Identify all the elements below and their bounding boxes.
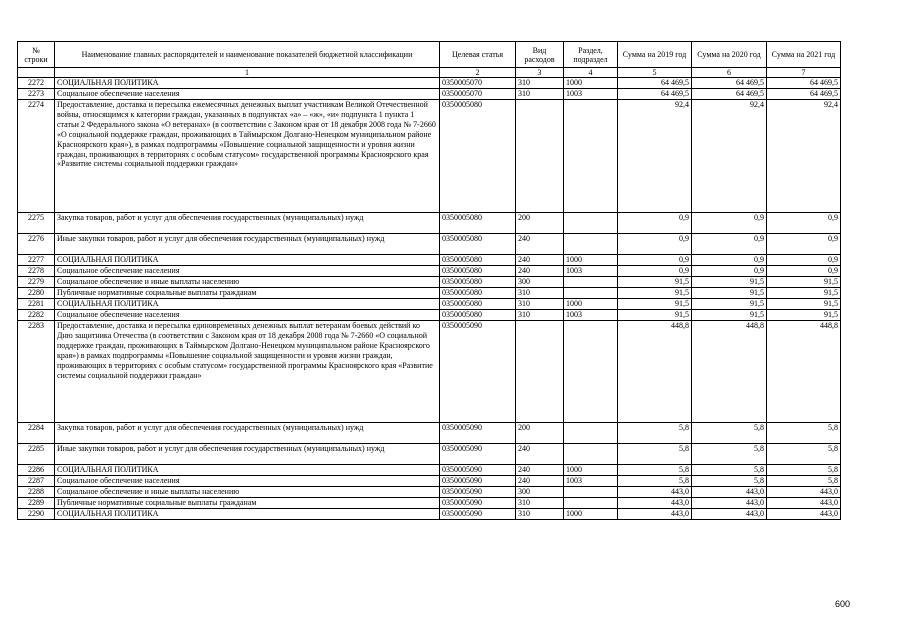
row-expense-type: 310 [516, 310, 564, 321]
row-sum-2020: 0,9 [692, 266, 767, 277]
row-sum-2020: 92,4 [692, 100, 767, 213]
row-number: 2273 [18, 89, 55, 100]
row-number: 2281 [18, 299, 55, 310]
row-expense-type: 240 [516, 476, 564, 487]
row-number: 2290 [18, 509, 55, 520]
row-sum-2019: 5,8 [618, 476, 692, 487]
row-sum-2019: 443,0 [618, 509, 692, 520]
row-section [564, 288, 618, 299]
table-row [18, 423, 841, 444]
row-sum-2021: 5,8 [767, 465, 841, 476]
row-target-article: 0350005080 [440, 266, 516, 277]
row-sum-2021: 5,8 [767, 423, 841, 444]
row-sum-2020: 64 469,5 [692, 89, 767, 100]
row-name: Предоставление, доставка и пересылка ежемесячных денежных выплат участникам Великой Отечественной войны, относящимся к категории граждан, указанных в подпунктах «а» – «ж», «и» подпункта 1 пункта 1 статьи 2 Федерального закона «О ветеранах» (в соответствии с Законом края от 18 декабря 2008 года № 7-2660 «О социальной поддержке граждан, проживающих в Таймырском Долгано-Ненецком муниципальном районе Красноярского края»), в рамках подпрограммы «Повышение социальной защищенности и уровня жизни граждан, проживающих в территориях с особым статусом» государственной программы Красноярского края «Развитие системы социальной поддержки граждан» [55, 100, 440, 213]
row-sum-2020: 0,9 [692, 255, 767, 266]
row-expense-type: 240 [516, 444, 564, 465]
row-sum-2021: 5,8 [767, 444, 841, 465]
col-number: 3 [516, 68, 564, 78]
row-expense-type: 310 [516, 89, 564, 100]
row-name: Предоставление, доставка и пересылка единовременных денежных выплат ветеранам боевых действий ко Дню защитника Отечества (в соответствии с Законом края от 18 декабря 2008 года № 7-2660 «О социальной поддержке граждан, проживающих в Таймырском Долгано-Ненецком муниципальном районе Красноярского края») в рамках подпрограммы «Повышение социальной защищенности и уровня жизни граждан, проживающих в территориях с особым статусом» государственной программы Красноярского края «Развитие системы социальной поддержки граждан» [55, 321, 440, 423]
table-row [18, 310, 841, 321]
col-header-vid: Вид расходов [516, 42, 564, 68]
row-expense-type: 310 [516, 299, 564, 310]
row-sum-2020: 5,8 [692, 423, 767, 444]
row-sum-2019: 0,9 [618, 234, 692, 255]
row-sum-2020: 91,5 [692, 310, 767, 321]
row-target-article: 0350005080 [440, 100, 516, 213]
row-section [564, 100, 618, 213]
row-sum-2020: 64 469,5 [692, 78, 767, 89]
row-number: 2279 [18, 277, 55, 288]
row-target-article: 0350005080 [440, 255, 516, 266]
row-section [564, 423, 618, 444]
table-row [18, 255, 841, 266]
row-expense-type [516, 100, 564, 213]
row-expense-type: 300 [516, 277, 564, 288]
row-number: 2277 [18, 255, 55, 266]
row-sum-2019: 0,9 [618, 213, 692, 234]
row-section [564, 277, 618, 288]
column-number-row [18, 68, 841, 78]
row-number: 2289 [18, 498, 55, 509]
row-sum-2019: 5,8 [618, 465, 692, 476]
row-sum-2019: 64 469,5 [618, 78, 692, 89]
row-target-article: 0350005080 [440, 277, 516, 288]
row-sum-2019: 448,8 [618, 321, 692, 423]
row-target-article: 0350005090 [440, 444, 516, 465]
row-section [564, 234, 618, 255]
col-header-target: Целевая статья [440, 42, 516, 68]
row-expense-type: 310 [516, 498, 564, 509]
row-section [564, 444, 618, 465]
row-sum-2020: 448,8 [692, 321, 767, 423]
row-sum-2019: 0,9 [618, 266, 692, 277]
row-name: СОЦИАЛЬНАЯ ПОЛИТИКА [55, 255, 440, 266]
row-number: 2274 [18, 100, 55, 213]
row-target-article: 0350005090 [440, 498, 516, 509]
row-target-article: 0350005080 [440, 213, 516, 234]
row-section: 1000 [564, 509, 618, 520]
row-sum-2019: 64 469,5 [618, 89, 692, 100]
row-number: 2278 [18, 266, 55, 277]
row-number: 2275 [18, 213, 55, 234]
row-section: 1000 [564, 78, 618, 89]
row-sum-2021: 443,0 [767, 498, 841, 509]
row-expense-type: 240 [516, 266, 564, 277]
row-expense-type: 240 [516, 234, 564, 255]
row-sum-2021: 91,5 [767, 310, 841, 321]
row-name: Социальное обеспечение населения [55, 476, 440, 487]
row-sum-2021: 0,9 [767, 213, 841, 234]
row-sum-2019: 5,8 [618, 423, 692, 444]
row-expense-type: 310 [516, 509, 564, 520]
table-row [18, 465, 841, 476]
table-row [18, 266, 841, 277]
table-row [18, 288, 841, 299]
row-number: 2285 [18, 444, 55, 465]
row-target-article: 0350005090 [440, 321, 516, 423]
row-sum-2021: 0,9 [767, 266, 841, 277]
row-target-article: 0350005080 [440, 310, 516, 321]
row-sum-2020: 5,8 [692, 465, 767, 476]
col-header-name: Наименование главных распорядителей и наименование показателей бюджетной классификации [55, 42, 440, 68]
table-row [18, 277, 841, 288]
table-row [18, 498, 841, 509]
row-section [564, 498, 618, 509]
row-name: СОЦИАЛЬНАЯ ПОЛИТИКА [55, 78, 440, 89]
col-number [18, 68, 55, 78]
row-number: 2276 [18, 234, 55, 255]
row-sum-2021: 91,5 [767, 277, 841, 288]
table-row [18, 234, 841, 255]
col-header-2019: Сумма на 2019 год [618, 42, 692, 68]
row-expense-type [516, 321, 564, 423]
row-expense-type: 240 [516, 255, 564, 266]
row-number: 2272 [18, 78, 55, 89]
row-expense-type: 300 [516, 487, 564, 498]
col-number: 1 [55, 68, 440, 78]
row-name: Социальное обеспечение и иные выплаты населению [55, 277, 440, 288]
row-sum-2020: 91,5 [692, 277, 767, 288]
row-sum-2020: 443,0 [692, 487, 767, 498]
row-sum-2019: 92,4 [618, 100, 692, 213]
row-number: 2287 [18, 476, 55, 487]
row-sum-2019: 91,5 [618, 299, 692, 310]
row-target-article: 0350005090 [440, 423, 516, 444]
row-sum-2021: 0,9 [767, 234, 841, 255]
row-section: 1000 [564, 465, 618, 476]
table-header-row [18, 42, 841, 68]
budget-table [17, 41, 841, 520]
row-target-article: 0350005090 [440, 476, 516, 487]
row-sum-2019: 0,9 [618, 255, 692, 266]
col-number: 7 [767, 68, 841, 78]
row-section: 1000 [564, 255, 618, 266]
row-name: Публичные нормативные социальные выплаты гражданам [55, 498, 440, 509]
row-number: 2280 [18, 288, 55, 299]
row-section [564, 321, 618, 423]
row-sum-2020: 5,8 [692, 476, 767, 487]
row-sum-2021: 5,8 [767, 476, 841, 487]
row-target-article: 0350005070 [440, 78, 516, 89]
row-target-article: 0350005090 [440, 509, 516, 520]
table-row [18, 321, 841, 423]
row-sum-2021: 443,0 [767, 509, 841, 520]
row-number: 2288 [18, 487, 55, 498]
page-number: 600 [835, 599, 851, 609]
col-number: 4 [564, 68, 618, 78]
row-section: 1003 [564, 310, 618, 321]
row-name: Социальное обеспечение и иные выплаты населению [55, 487, 440, 498]
row-name: Иные закупки товаров, работ и услуг для обеспечения государственных (муниципальных) нужд [55, 234, 440, 255]
row-name: Закупка товаров, работ и услуг для обеспечения государственных (муниципальных) нужд [55, 423, 440, 444]
row-sum-2021: 92,4 [767, 100, 841, 213]
row-target-article: 0350005070 [440, 89, 516, 100]
col-header-no: № строки [18, 42, 55, 68]
row-name: Социальное обеспечение населения [55, 310, 440, 321]
row-sum-2020: 443,0 [692, 509, 767, 520]
row-section [564, 213, 618, 234]
row-name: СОЦИАЛЬНАЯ ПОЛИТИКА [55, 509, 440, 520]
row-sum-2021: 64 469,5 [767, 78, 841, 89]
row-expense-type: 200 [516, 423, 564, 444]
col-header-2021: Сумма на 2021 год [767, 42, 841, 68]
row-target-article: 0350005080 [440, 299, 516, 310]
col-header-2020: Сумма на 2020 год [692, 42, 767, 68]
row-sum-2020: 91,5 [692, 288, 767, 299]
row-section [564, 487, 618, 498]
row-sum-2020: 0,9 [692, 213, 767, 234]
row-sum-2019: 5,8 [618, 444, 692, 465]
row-sum-2021: 64 469,5 [767, 89, 841, 100]
table-row [18, 476, 841, 487]
row-sum-2019: 91,5 [618, 288, 692, 299]
row-name: СОЦИАЛЬНАЯ ПОЛИТИКА [55, 465, 440, 476]
row-name: Публичные нормативные социальные выплаты гражданам [55, 288, 440, 299]
row-section: 1003 [564, 476, 618, 487]
row-name: Социальное обеспечение населения [55, 266, 440, 277]
row-expense-type: 310 [516, 288, 564, 299]
row-sum-2019: 91,5 [618, 310, 692, 321]
table-row [18, 78, 841, 89]
row-sum-2021: 448,8 [767, 321, 841, 423]
table-row [18, 100, 841, 213]
row-section: 1003 [564, 89, 618, 100]
row-target-article: 0350005090 [440, 465, 516, 476]
row-number: 2286 [18, 465, 55, 476]
row-name: Иные закупки товаров, работ и услуг для обеспечения государственных (муниципальных) нужд [55, 444, 440, 465]
row-name: Закупка товаров, работ и услуг для обеспечения государственных (муниципальных) нужд [55, 213, 440, 234]
col-number: 6 [692, 68, 767, 78]
row-sum-2020: 5,8 [692, 444, 767, 465]
row-sum-2019: 91,5 [618, 277, 692, 288]
row-sum-2021: 0,9 [767, 255, 841, 266]
row-number: 2282 [18, 310, 55, 321]
row-sum-2019: 443,0 [618, 498, 692, 509]
table-row [18, 487, 841, 498]
row-target-article: 0350005090 [440, 487, 516, 498]
row-expense-type: 310 [516, 78, 564, 89]
row-name: Социальное обеспечение населения [55, 89, 440, 100]
row-sum-2020: 0,9 [692, 234, 767, 255]
col-number: 2 [440, 68, 516, 78]
row-number: 2283 [18, 321, 55, 423]
row-sum-2020: 443,0 [692, 498, 767, 509]
row-target-article: 0350005080 [440, 234, 516, 255]
row-number: 2284 [18, 423, 55, 444]
row-expense-type: 240 [516, 465, 564, 476]
row-section: 1003 [564, 266, 618, 277]
table-row [18, 213, 841, 234]
table-row [18, 89, 841, 100]
row-section: 1000 [564, 299, 618, 310]
row-target-article: 0350005080 [440, 288, 516, 299]
table-row [18, 444, 841, 465]
row-sum-2021: 91,5 [767, 299, 841, 310]
table-row [18, 299, 841, 310]
row-sum-2021: 91,5 [767, 288, 841, 299]
col-number: 5 [618, 68, 692, 78]
row-sum-2019: 443,0 [618, 487, 692, 498]
table-row [18, 509, 841, 520]
row-sum-2020: 91,5 [692, 299, 767, 310]
row-name: СОЦИАЛЬНАЯ ПОЛИТИКА [55, 299, 440, 310]
col-header-razdel: Раздел, подраздел [564, 42, 618, 68]
row-expense-type: 200 [516, 213, 564, 234]
row-sum-2021: 443,0 [767, 487, 841, 498]
